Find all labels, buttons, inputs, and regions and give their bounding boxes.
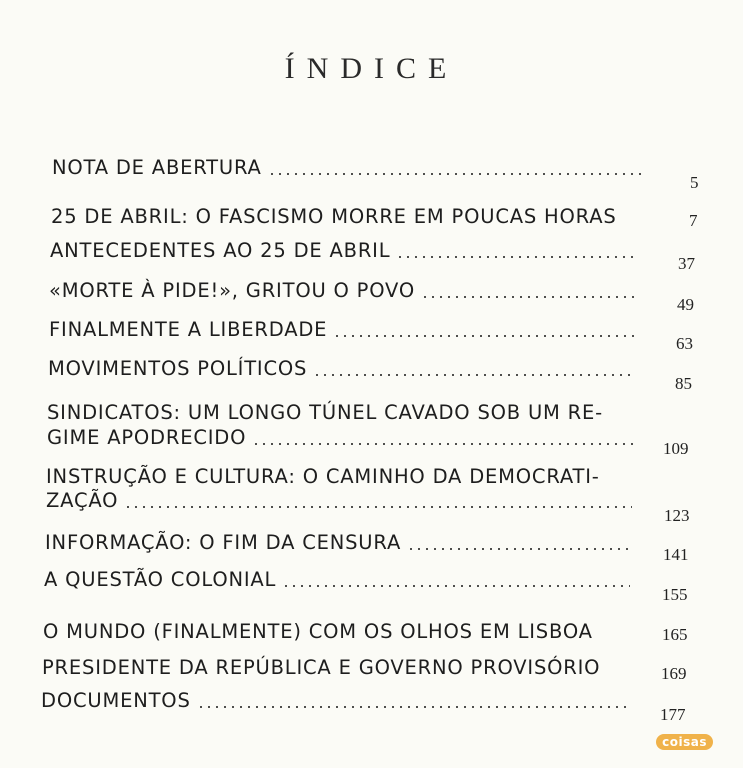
entry-title: NOTA DE ABERTURA: [52, 156, 262, 179]
toc-entry-line-1: [47, 401, 603, 425]
dot-leader: [396, 255, 639, 259]
toc-entry: [42, 656, 600, 680]
dot-leader: [197, 705, 629, 709]
toc-entry: [49, 279, 643, 303]
watermark-logo: coisas: [656, 734, 713, 750]
entry-title: SINDICATOS: UM LONGO TÚNEL CAVADO SOB UM RE-: [47, 401, 603, 424]
dot-leader: [313, 373, 634, 377]
entry-title: ANTECEDENTES AO 25 DE ABRIL: [50, 239, 391, 262]
toc-entry-line-2: [46, 489, 638, 513]
entry-title: INSTRUÇÃO E CULTURA: O CAMINHO DA DEMOCRATI-: [46, 465, 600, 488]
entry-page-number: 49: [677, 295, 694, 314]
entry-title-continued: GIME APODRECIDO: [47, 426, 247, 449]
page-title: ÍNDICE: [284, 52, 459, 85]
entry-page-number: 63: [676, 334, 693, 353]
toc-entry: [50, 239, 645, 263]
entry-title: PRESIDENTE DA REPÚBLICA E GOVERNO PROVISÓRIO: [42, 656, 601, 679]
entry-title: 25 DE ABRIL: O FASCISMO MORRE EM POUCAS HORAS: [51, 205, 617, 228]
toc-entry-line-2: [47, 426, 639, 450]
dot-leader: [333, 334, 636, 338]
dot-leader: [124, 505, 632, 509]
entry-title: O MUNDO (FINALMENTE) COM OS OLHOS EM LISBOA: [43, 620, 593, 643]
entry-title: «MORTE À PIDE!», GRITOU O POVO: [49, 279, 415, 302]
entry-page-number: 169: [661, 664, 687, 683]
dot-leader: [407, 547, 631, 551]
toc-entry: [48, 357, 640, 381]
toc-entry: [44, 568, 636, 592]
toc-entry: [49, 318, 642, 342]
dot-leader: [252, 442, 633, 446]
entry-page-number: 155: [662, 585, 688, 604]
entry-page-number: 177: [660, 705, 686, 724]
entry-title: DOCUMENTOS: [41, 689, 191, 712]
entry-page-number: 109: [663, 439, 689, 458]
entry-title: INFORMAÇÃO: O FIM DA CENSURA: [45, 531, 402, 554]
entry-title: A QUESTÃO COLONIAL: [44, 568, 277, 591]
entry-page-number: 7: [689, 211, 698, 230]
toc-entry: [43, 620, 593, 644]
entry-page-number: 123: [664, 506, 690, 525]
entry-page-number: 85: [675, 374, 692, 393]
entry-page-number: 165: [662, 625, 688, 644]
dot-leader: [268, 172, 641, 176]
toc-entry-line-1: [46, 465, 600, 489]
toc-entry: [45, 531, 637, 555]
dot-leader: [282, 584, 630, 588]
entry-page-number: 141: [663, 545, 689, 564]
entry-title-continued: ZAÇÃO: [46, 489, 119, 512]
entry-page-number: 37: [678, 254, 695, 273]
toc-entry: [51, 205, 617, 229]
toc-entry: [41, 689, 635, 713]
entry-page-number: 5: [690, 173, 699, 192]
entry-title: FINALMENTE A LIBERDADE: [49, 318, 328, 341]
entry-title: MOVIMENTOS POLÍTICOS: [48, 357, 308, 380]
dot-leader: [421, 295, 637, 299]
toc-entry: [52, 156, 647, 180]
